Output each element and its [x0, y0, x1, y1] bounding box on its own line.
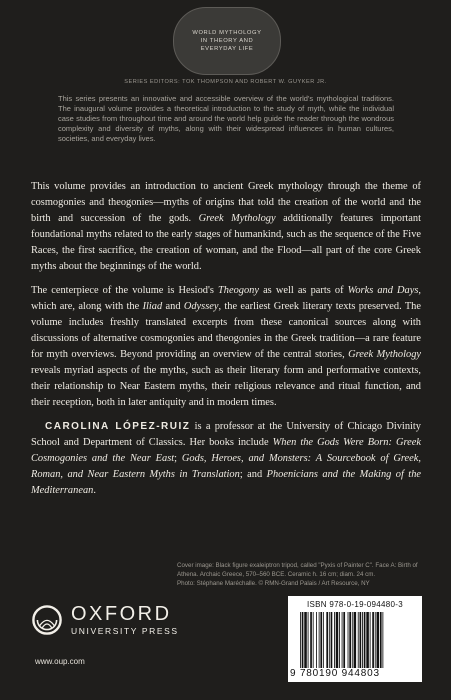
book-title: Phoenicians and the Making of the Mediterranean	[31, 469, 422, 496]
text-run: and	[162, 301, 184, 312]
series-editors: SERIES EDITORS: TOK THOMPSON AND ROBERT W. GUYKER JR.	[124, 79, 327, 85]
book-title: Greek Mythology	[198, 213, 276, 224]
text-run: as well as parts of	[258, 285, 348, 296]
isbn-label: ISBN 978-0-19-094480-3	[307, 600, 403, 609]
work-title: Iliad	[142, 301, 163, 312]
credit-line: Athena. Archaic Greece, 570–560 BCE. Ceramic h. 16 cm; diam. 24 cm.	[177, 571, 376, 578]
publisher-name: OXFORD	[71, 603, 172, 625]
blurb-paragraph-2	[31, 283, 421, 411]
cover-image-credit	[177, 561, 423, 588]
text-run: ; and	[239, 469, 267, 480]
credit-line: Photo: Stéphane Maréchalle. © RMN-Grand Palais / Art Resource, NY	[177, 580, 370, 587]
series-badge-line: WORLD MYTHOLOGY	[192, 30, 262, 36]
isbn-barcode-box	[288, 596, 422, 682]
work-title: Theogony	[217, 285, 259, 296]
blurb-paragraph-1	[31, 179, 421, 275]
text-run: , which are, along with the	[31, 285, 422, 312]
book-title: Gods, Heroes, and Monsters: A Sourcebook of Greek, Roman, and Near Eastern Myths in Translation	[31, 453, 421, 480]
series-badge-line: IN THEORY AND	[200, 38, 254, 44]
work-title: Works and Days	[347, 285, 419, 296]
text-run: additionally features important foundational myths related to the early stages of humankind, such as the sequence of the Five Races, the first sacrifice, the creation of woman, and the Flood—all part of the core Greek myths about the beginnings of the world.	[31, 213, 421, 272]
text-run: This volume provides an introduction to ancient Greek mythology through the theme of cosmogonies and theogonies—myths of origins that told the creation of the world and the birth and succession of the gods.	[31, 181, 421, 224]
barcode-digits: 9 780190 944803	[290, 668, 380, 679]
oup-emblem-icon	[31, 604, 63, 636]
text-run: ;	[174, 453, 182, 464]
oxford-logo	[31, 600, 211, 640]
text-run: reveals myriad aspects of the myths, such as their literary form and performative contexts, their relationship to Near Eastern myths, their religious relevance and ritual function, and their reception, both in later antiquity and in modern times.	[31, 365, 421, 408]
barcode-icon	[300, 612, 414, 668]
series-badge-line: EVERYDAY LIFE	[200, 46, 254, 52]
publisher-subtitle: UNIVERSITY PRESS	[71, 626, 179, 636]
author-name: CAROLINA LÓPEZ-RUIZ	[45, 421, 191, 432]
main-blurb	[31, 179, 421, 507]
book-title: When the Gods Were Born: Greek Cosmogonies and the Near East	[31, 437, 421, 464]
author-bio	[31, 419, 421, 499]
series-badge	[173, 7, 281, 75]
series-description: This series presents an innovative and accessible overview of the world's mythological traditions. The inaugural volume provides a theoretical introduction to the study of myth, while the individual case studies from throughout time and around the world help guide the reader through the wondrous complexity and diversity of myths, along with their widespread influences in human cultures, societies, and everyday lives.	[58, 94, 394, 143]
publisher-website: www.oup.com	[35, 657, 85, 666]
book-title: Greek Mythology	[348, 349, 422, 360]
text-run: , the earliest Greek literary texts preserved. The volume includes freshly translated excerpts from these canonical sources along with discussions of alternative cosmogonies and theogonies in the Greek tradition—a rare feature for myth overviews. Beyond providing an overview of the central stories,	[31, 301, 421, 360]
text-run: is a professor at the University of Chicago Divinity School and Department of Classics. Her books include	[31, 421, 421, 448]
work-title: Odyssey	[183, 301, 219, 312]
text-run: The centerpiece of the volume is Hesiod's	[31, 285, 218, 296]
text-run: .	[93, 485, 96, 496]
credit-line: Cover image: Black figure exaleiptron tripod, called "Pyxis of Painter C". Face A: Birth of	[177, 562, 418, 569]
